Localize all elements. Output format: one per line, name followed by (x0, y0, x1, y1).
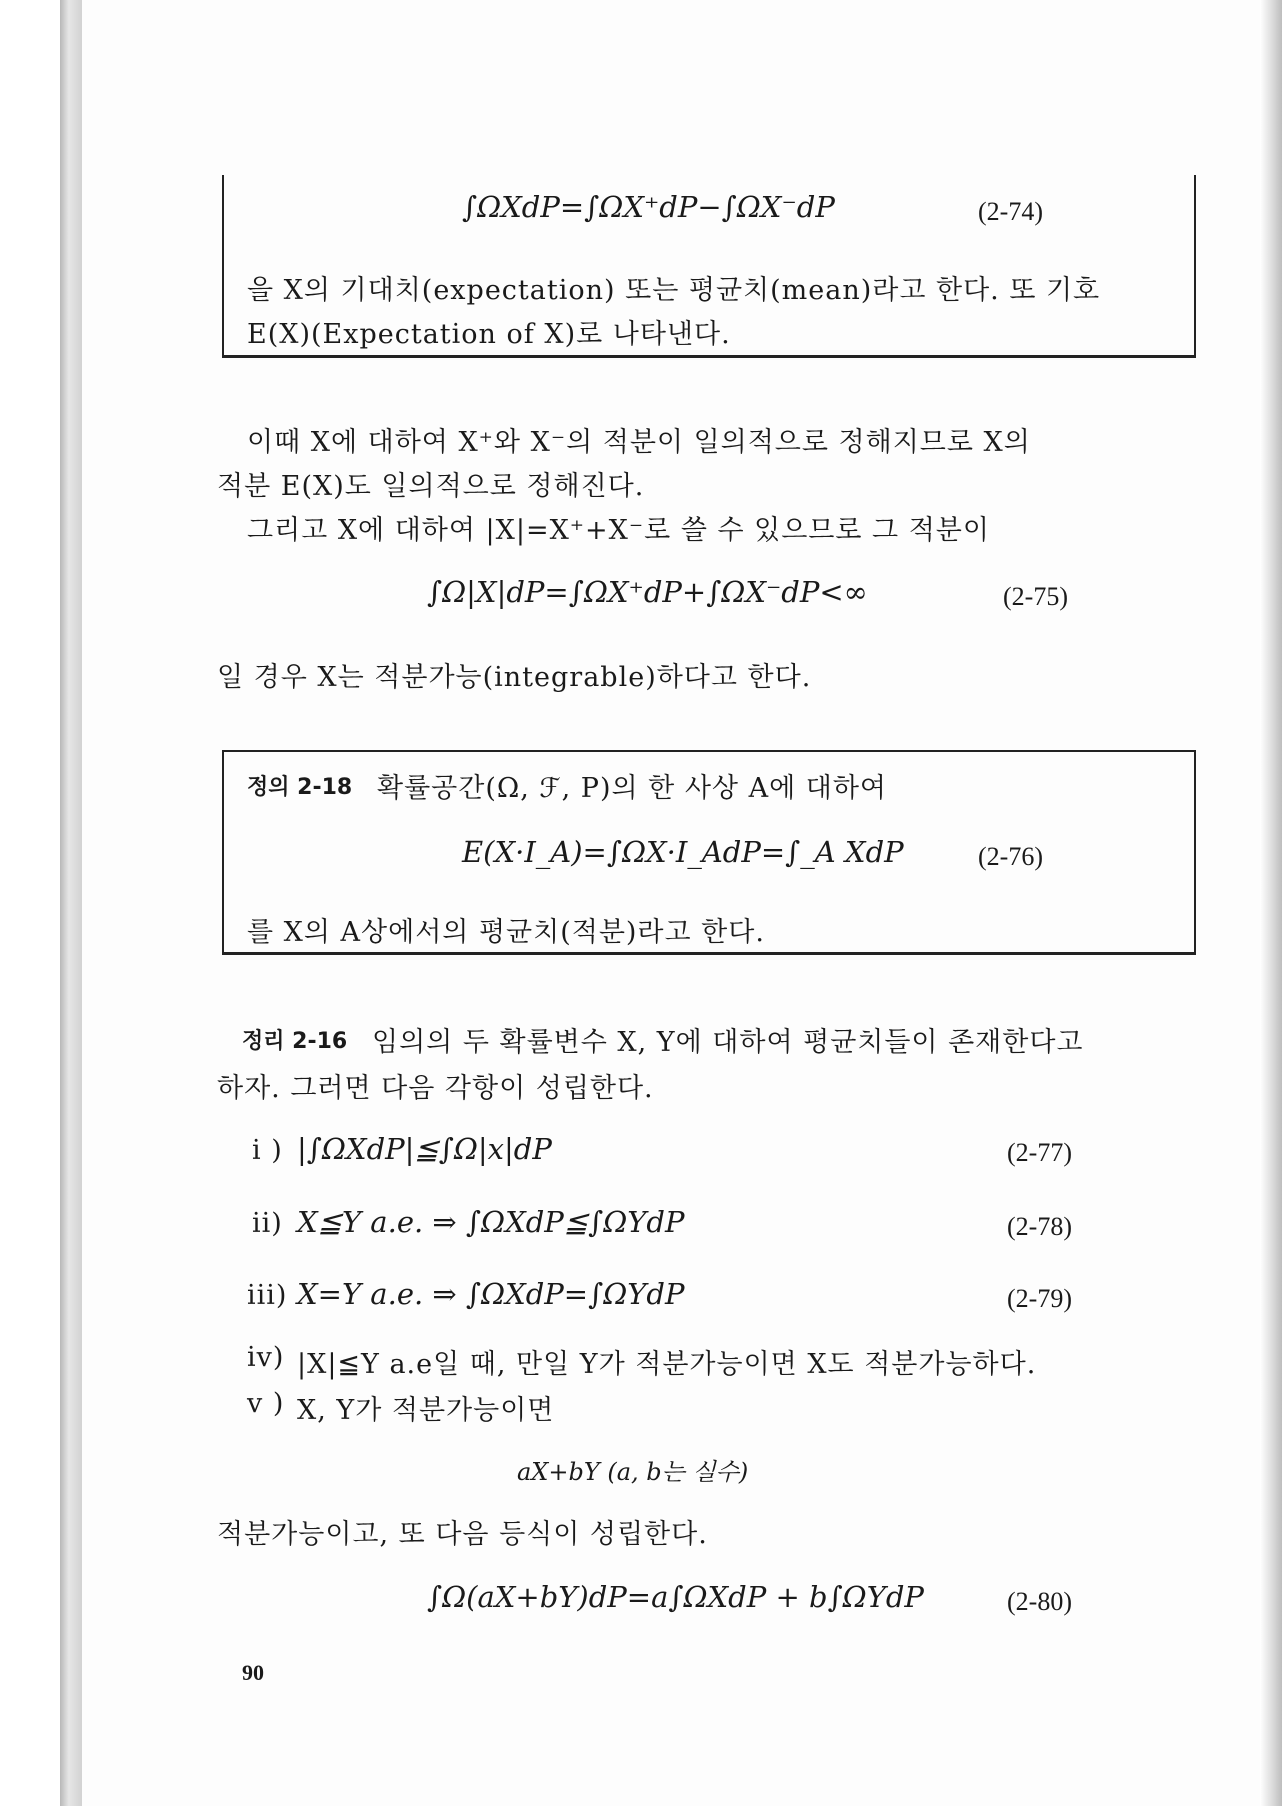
equation-2-80: ∫Ω(aX+bY)dP=a∫ΩXdP + b∫ΩYdP (427, 1580, 924, 1614)
integrable-definition-text: 일 경우 X는 적분가능(integrable)하다고 한다. (217, 662, 812, 693)
equation-number-2-74: (2-74) (978, 197, 1043, 226)
item-i-marker: i ) (252, 1135, 283, 1166)
book-spine (60, 0, 82, 1806)
item-ii-formula: X≦Y a.e. ⇒ ∫ΩXdP≦∫ΩYdP (297, 1205, 685, 1239)
item-v-marker: v ) (247, 1388, 285, 1419)
equation-number-2-75: (2-75) (1003, 582, 1068, 611)
definition-label: 정의 2-18 (247, 775, 353, 800)
equation-number-2-77: (2-77) (1007, 1138, 1072, 1167)
expectation-definition-line1: 을 X의 기대치(expectation) 또는 평균치(mean)라고 한다. 또 기호 (247, 275, 1101, 306)
equation-number-2-80: (2-80) (1007, 1587, 1072, 1616)
expectation-definition-line2: E(X)(Expectation of X)로 나타낸다. (247, 319, 731, 350)
book-page (82, 0, 1260, 1806)
equation-2-74: ∫ΩXdP=∫ΩX⁺dP−∫ΩX⁻dP (462, 190, 835, 224)
paragraph-uniqueness-line3: 그리고 X에 대하여 |X|=X⁺+X⁻로 쓸 수 있으므로 그 적분이 (247, 515, 990, 546)
paragraph-uniqueness-line2: 적분 E(X)도 일의적으로 정해진다. (217, 471, 645, 502)
definition-2-18-line1: 확률공간(Ω, ℱ, P)의 한 사상 A에 대하여 (377, 773, 887, 804)
item-iii-marker: iii) (247, 1280, 288, 1311)
linear-combination: aX+bY (a, b는 실수) (517, 1458, 749, 1486)
item-i-formula: |∫ΩXdP|≦∫Ω|x|dP (297, 1132, 552, 1166)
equation-number-2-76: (2-76) (978, 842, 1043, 871)
item-ii-marker: ii) (252, 1208, 283, 1239)
paragraph-uniqueness-line1: 이때 X에 대하여 X⁺와 X⁻의 적분이 일의적으로 정해지므로 X의 (247, 427, 1031, 458)
theorem-2-16-line2: 하자. 그러면 다음 각항이 성립한다. (217, 1073, 654, 1104)
item-v-text: X, Y가 적분가능이면 (297, 1395, 555, 1426)
linearity-statement: 적분가능이고, 또 다음 등식이 성립한다. (217, 1519, 708, 1550)
equation-2-75: ∫Ω|X|dP=∫ΩX⁺dP+∫ΩX⁻dP<∞ (427, 575, 868, 609)
item-iii-formula: X=Y a.e. ⇒ ∫ΩXdP=∫ΩYdP (297, 1277, 685, 1311)
equation-number-2-79: (2-79) (1007, 1284, 1072, 1313)
theorem-label: 정리 2-16 (242, 1029, 348, 1054)
item-iv-text: |X|≦Y a.e일 때, 만일 Y가 적분가능이면 X도 적분가능하다. (297, 1349, 1037, 1380)
equation-number-2-78: (2-78) (1007, 1212, 1072, 1241)
page-number: 90 (242, 1660, 264, 1685)
definition-2-18-line2: 를 X의 A상에서의 평균치(적분)라고 한다. (247, 917, 765, 948)
item-iv-marker: iv) (247, 1342, 285, 1373)
page-edge-shadow (1260, 0, 1282, 1806)
equation-2-76: E(X·I_A)=∫ΩX·I_AdP=∫_A XdP (462, 835, 904, 869)
theorem-2-16-line1: 임의의 두 확률변수 X, Y에 대하여 평균치들이 존재한다고 (372, 1027, 1084, 1058)
